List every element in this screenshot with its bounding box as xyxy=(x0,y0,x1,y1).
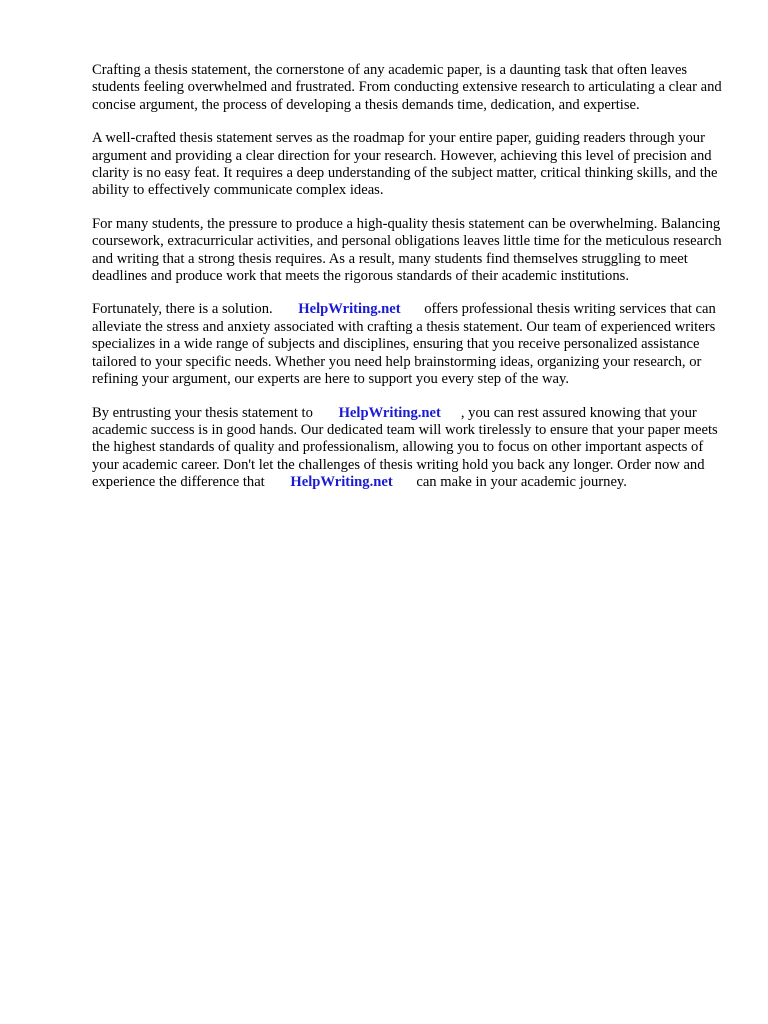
helpwriting-link[interactable]: HelpWriting.net xyxy=(298,301,401,318)
paragraph-solution-text-after: offers professional thesis writing services that can alleviate the stress and anxiety associated with crafting a thesis statement. Our team of experienced writers specializes in a wide range of subjects and disciplines, ensuring that you receive personalized assistance tailored to your specific needs. Whether you need help brainstorming ideas, organizing your research, or refining your argument, our experts are here to support you every step of the way. xyxy=(92,301,716,388)
paragraph-pressure xyxy=(92,216,728,286)
paragraph-entrust-text-after: can make in your academic journey. xyxy=(416,474,627,491)
paragraph-intro-text: Crafting a thesis statement, the cornerstone of any academic paper, is a daunting task that often leaves students feeling overwhelmed and frustrated. From conducting extensive research to articulating a clear and concise argument, the process of developing a thesis demands time, dedication, and expertise. xyxy=(92,62,722,113)
helpwriting-link[interactable]: HelpWriting.net xyxy=(338,404,441,421)
paragraph-entrust xyxy=(92,405,728,492)
paragraph-roadmap xyxy=(92,130,728,200)
paragraph-solution xyxy=(92,301,728,388)
paragraph-intro xyxy=(92,62,728,114)
paragraph-pressure-text: For many students, the pressure to produce a high-quality thesis statement can be overwhelming. Balancing coursework, extracurricular activities, and personal obligations leaves little time for the meticulous research and writing that a strong thesis requires. As a result, many students find themselves struggling to meet deadlines and produce work that meets the rigorous standards of their academic institutions. xyxy=(92,215,722,285)
paragraph-roadmap-text: A well-crafted thesis statement serves as the roadmap for your entire paper, guiding readers through your argument and providing a clear direction for your research. However, achieving this level of precision and clarity is no easy feat. It requires a deep understanding of the subject matter, critical thinking skills, and the ability to effectively communicate complex ideas. xyxy=(92,130,718,199)
paragraph-solution-text-before: Fortunately, there is a solution. xyxy=(92,301,273,318)
paragraph-entrust-text-middle: , you can rest assured knowing that your academic success is in good hands. Our dedicated team will work tirelessly to ensure that your paper meets the highest standards of quality and professionalism, allowing you to focus on other important aspects of your academic career. Don't let the challenges of thesis writing hold you back any longer. Order now and experience the difference that xyxy=(92,404,718,491)
paragraph-entrust-text-before: By entrusting your thesis statement to xyxy=(92,404,313,421)
document-page xyxy=(92,62,728,508)
helpwriting-link[interactable]: HelpWriting.net xyxy=(290,474,393,491)
